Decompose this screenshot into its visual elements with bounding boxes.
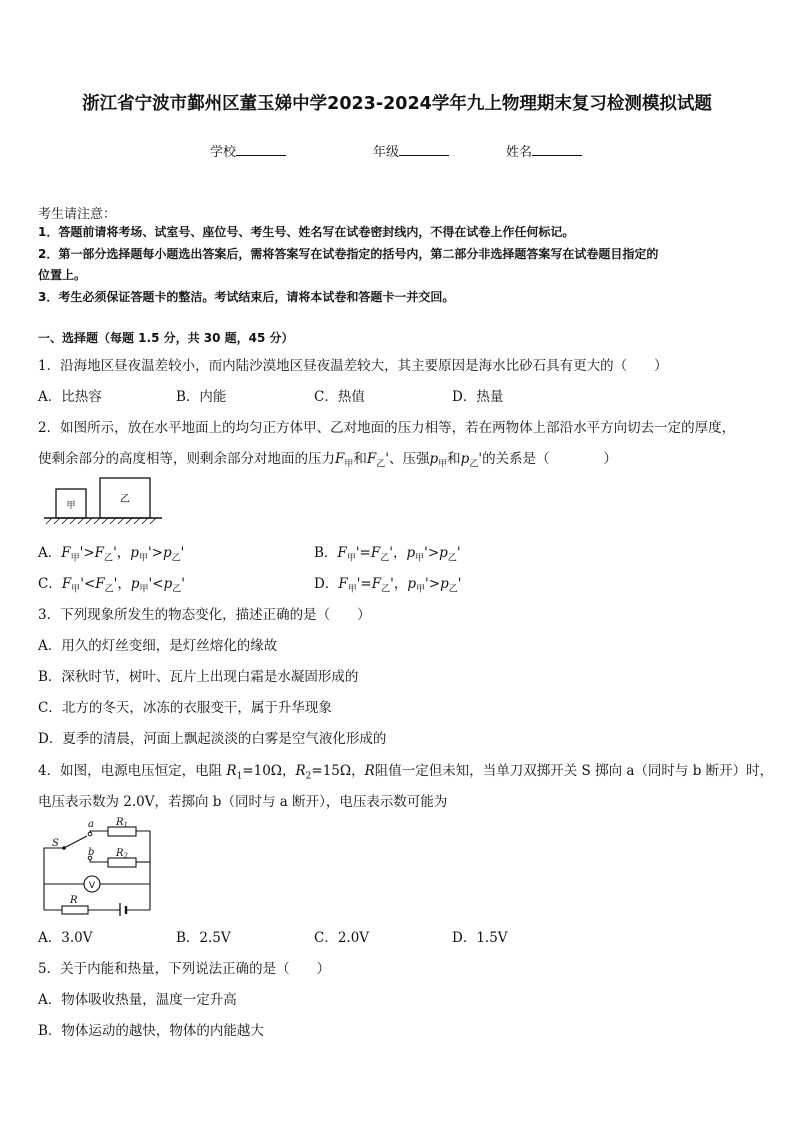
q4-option-d: D．1.5V <box>452 930 508 946</box>
label-r2: $R_2$ <box>116 848 128 860</box>
question-2-stem-2: 使剩余部分的高度相等，则剩余部分对地面的压力$F_甲$和$F_乙'$、压强$p_甲$和$p_乙'$的关系是（ ） <box>38 451 618 470</box>
q5-option-a: A．物体吸收热量，温度一定升高 <box>38 992 237 1008</box>
notice-item: 2．第一部分选择题每小题选出答案后，需将答案写在试卷指定的括号内，第二部分非选择题答案写在试卷题目指定的 <box>38 247 659 261</box>
q3-option-b: B．深秋时节，树叶、瓦片上出现白霜是水凝固形成的 <box>38 669 359 685</box>
notice-item: 位置上。 <box>38 268 87 282</box>
question-1-stem: 1．沿海地区昼夜温差较小，而内陆沙漠地区昼夜温差较大，其主要原因是海水比砂石具有更大的（ ） <box>38 358 668 374</box>
q1-option-d: D．热量 <box>452 389 504 405</box>
name-field[interactable] <box>506 141 582 160</box>
notice-item: 1．答题前请将考场、试室号、座位号、考生号、姓名写在试卷密封线内，不得在试卷上作任何标记。 <box>38 225 575 239</box>
q1-option-b: B．内能 <box>176 389 227 405</box>
page-title: 浙江省宁波市鄞州区董玉娣中学2023-2024学年九上物理期末复习检测模拟试题 <box>82 94 712 114</box>
question-4-stem: 4．如图，电源电压恒定，电阻 $R_1=10\Omega$，$R_2=15\Omega$，R阻值一定但未知，当单刀双掷开关 S 掷向 a（同时与 b 断开）时， <box>38 763 774 782</box>
q2-option-b: B．$F_甲'=F_乙'$，$p_甲'>p_乙'$ <box>314 545 461 564</box>
q1-option-a: A．比热容 <box>38 389 102 405</box>
resistor-r2 <box>108 858 136 867</box>
q4-option-a: A．3.0V <box>38 930 93 946</box>
label-s: S <box>52 838 59 849</box>
name-label: 姓名 <box>506 145 533 160</box>
cube-figure <box>42 474 166 526</box>
label-r1: $R_1$ <box>116 817 128 829</box>
label-v: V <box>88 881 96 891</box>
q3-option-a: A．用久的灯丝变细，是灯丝熔化的缘故 <box>38 638 278 654</box>
school-field[interactable] <box>210 141 286 160</box>
question-2-stem: 2．如图所示，放在水平地面上的均匀正方体甲、乙对地面的压力相等，若在两物体上部沿水平方向切去一定的厚度， <box>38 420 736 436</box>
resistor-r1 <box>108 827 136 836</box>
q2-option-d: D．$F_甲'=F_乙'$，$p_甲'>p_乙'$ <box>314 576 462 595</box>
circuit-figure <box>40 814 155 916</box>
question-5-stem: 5．关于内能和热量，下列说法正确的是（ ） <box>38 961 331 977</box>
q4-option-c: C．2.0V <box>314 930 370 946</box>
grade-blank[interactable] <box>399 143 449 156</box>
school-blank[interactable] <box>236 143 286 156</box>
q2-option-a: A．$F_甲'>F_乙'$，$p_甲'>p_乙'$ <box>38 545 185 564</box>
label-yi: 乙 <box>120 494 130 505</box>
q4-option-b: B．2.5V <box>176 930 231 946</box>
switch-blade <box>64 836 87 848</box>
grade-label: 年级 <box>373 145 400 160</box>
label-r: R <box>70 895 78 906</box>
notice-item: 3．考生必须保证答题卡的整洁。考试结束后，请将本试卷和答题卡一并交回。 <box>38 290 455 304</box>
label-jia: 甲 <box>66 501 76 511</box>
question-3-stem: 3．下列现象所发生的物态变化，描述正确的是（ ） <box>38 607 371 623</box>
question-4-stem-2: 电压表示数为 2.0V，若掷向 b（同时与 a 断开），电压表示数可能为 <box>38 794 448 810</box>
q2-option-c: C．$F_甲'<F_乙'$，$p_甲'<p_乙'$ <box>38 576 185 595</box>
q5-option-b: B．物体运动的越快，物体的内能越大 <box>38 1023 264 1039</box>
name-blank[interactable] <box>532 143 582 156</box>
grade-field[interactable] <box>373 141 449 160</box>
section-heading: 一、选择题（每题 1.5 分，共 30 题，45 分） <box>38 331 294 345</box>
resistor-r <box>62 906 88 914</box>
school-label: 学校 <box>210 145 237 160</box>
q3-option-d: D．夏季的清晨，河面上飘起淡淡的白雾是空气液化形成的 <box>38 731 387 747</box>
left-wire <box>44 848 64 910</box>
label-a: a <box>88 819 94 830</box>
label-b: b <box>88 847 95 858</box>
notice-heading: 考生请注意： <box>38 207 117 222</box>
q1-option-c: C．热值 <box>314 389 365 405</box>
q3-option-c: C．北方的冬天，冰冻的衣服变干，属于升华现象 <box>38 700 332 716</box>
